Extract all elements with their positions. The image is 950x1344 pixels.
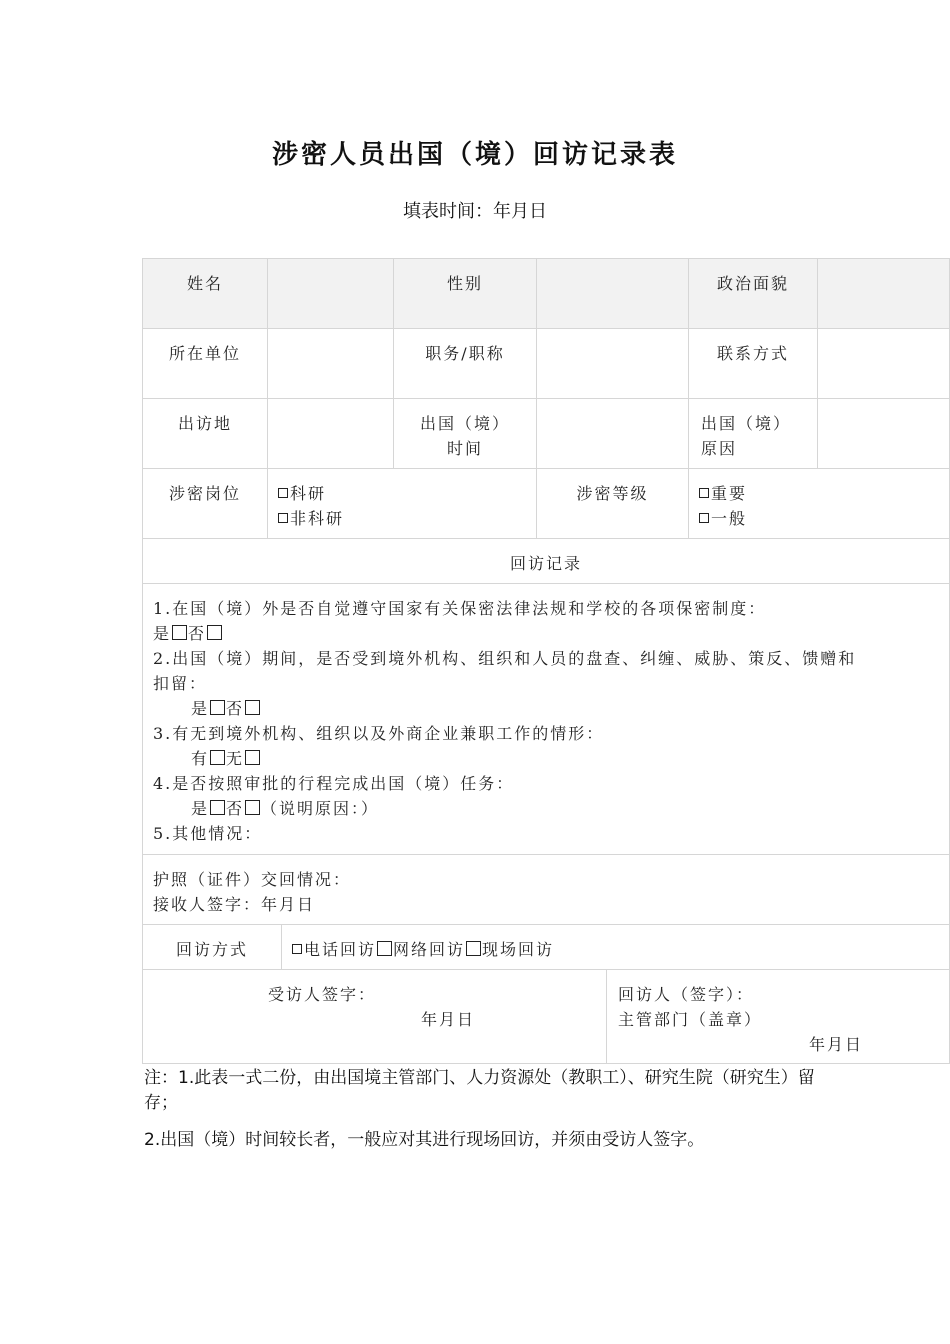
visit-method-label: 回访方式 [142,924,282,970]
checkbox-icon[interactable] [245,750,260,765]
notes [144,1066,844,1153]
checkbox-icon[interactable] [245,700,260,715]
travel-time-field[interactable] [536,398,689,469]
question-3: 3.有无到境外机构、组织以及外商企业兼职工作的情形： [153,724,605,743]
checkbox-icon[interactable] [699,488,709,498]
level-option-general[interactable]: 一般 [699,506,949,531]
secret-post-options [267,468,537,539]
checkbox-icon[interactable] [245,800,260,815]
interviewee-sign-label: 受访人签字： [268,985,377,1004]
unit-label: 所在单位 [142,328,268,399]
politics-field[interactable] [817,258,950,329]
answer-1: 是 否 [153,621,859,646]
checkbox-icon[interactable] [210,800,225,815]
checkbox-icon[interactable] [278,513,288,523]
question-2: 2.出国（境）期间，是否受到境外机构、组织和人员的盘查、纠缠、威胁、策反、馈赠和扣留： [153,649,857,693]
politics-label: 政治面貌 [688,258,818,329]
unit-field[interactable] [267,328,394,399]
visitor-date: 年月日 [809,1035,864,1054]
passport-section [142,854,950,925]
secret-post-label: 涉密岗位 [142,468,268,539]
page-title: 涉密人员出国（境）回访记录表 [271,140,678,170]
level-option-important[interactable]: 重要 [699,481,949,506]
visit-method-options: 电话回访 网络回访 现场回访 [281,924,950,970]
record-header: 回访记录 [142,538,950,584]
gender-field[interactable] [536,258,689,329]
checkbox-icon[interactable] [699,513,709,523]
passport-return-line: 护照（证件）交回情况： [153,870,352,889]
dept-stamp-label: 主管部门（盖章） [618,1010,763,1029]
position-label: 职务/职称 [393,328,537,399]
receiver-sign-line: 接收人签字：年月日 [153,895,316,914]
checkbox-icon[interactable] [466,941,481,956]
note-2: 2.出国（境）时间较长者，一般应对其进行现场回访，并须由受访人签字。 [144,1130,705,1150]
question-4: 4.是否按照审批的行程完成出国（境）任务： [153,774,515,793]
contact-label: 联系方式 [688,328,818,399]
gender-label: 性别 [393,258,537,329]
question-1: 1.在国（境）外是否自觉遵守国家有关保密法律法规和学校的各项保密制度： [153,599,767,618]
answer-2: 是 否 [153,696,859,721]
note-1: 注：1.此表一式二份，由出国境主管部门、人力资源处（教职工）、研究生院（研究生）留存； [144,1068,815,1113]
name-field[interactable] [267,258,394,329]
checkbox-icon[interactable] [278,488,288,498]
visitor-sign-cell[interactable] [606,969,950,1064]
post-option-non-research[interactable]: 非科研 [278,506,536,531]
checkbox-icon[interactable] [207,625,222,640]
answer-4: 是 否 （说明原因：） [191,799,380,818]
post-option-research[interactable]: 科研 [278,481,536,506]
checkbox-icon[interactable] [172,625,187,640]
position-field[interactable] [536,328,689,399]
question-5: 5.其他情况： [153,824,263,843]
secret-level-options [688,468,950,539]
contact-field[interactable] [817,328,950,399]
destination-field[interactable] [267,398,394,469]
name-label: 姓名 [142,258,268,329]
travel-reason-label: 出国（境） 原因 [688,398,818,469]
checkbox-icon[interactable] [210,750,225,765]
record-questions [142,583,950,855]
fill-time: 填表时间：年月日 [403,201,547,222]
record-form-table [142,258,950,1064]
travel-time-label: 出国（境） 时间 [393,398,537,469]
checkbox-icon[interactable] [210,700,225,715]
checkbox-icon[interactable] [377,941,392,956]
answer-3: 有 无 [153,746,859,771]
secret-level-label: 涉密等级 [536,468,689,539]
travel-reason-field[interactable] [817,398,950,469]
interviewee-sign-cell[interactable] [142,969,607,1064]
visitor-sign-label: 回访人（签字）： [618,985,755,1004]
destination-label: 出访地 [142,398,268,469]
checkbox-icon[interactable] [292,944,302,954]
interviewee-date: 年月日 [421,1010,476,1029]
